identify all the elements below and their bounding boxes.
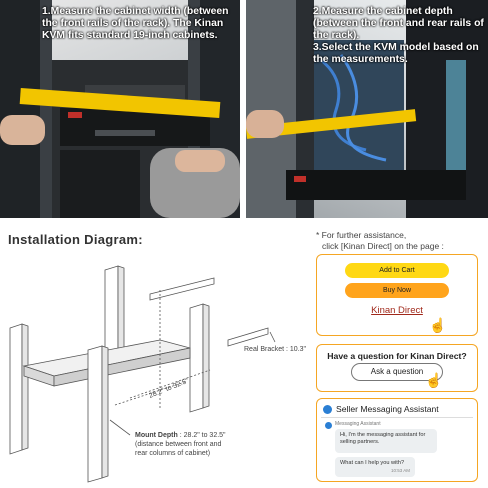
real-bracket-label: Real Bracket : 10.3" <box>244 346 307 353</box>
chat-header <box>323 404 439 414</box>
assistance-note <box>316 230 444 252</box>
installation-diagram-title: Installation Diagram: <box>8 232 143 247</box>
rear-bracket-upper <box>150 278 214 300</box>
buy-box-card <box>316 254 478 336</box>
mount-depth-heading: Mount Depth <box>135 432 178 439</box>
measure-width-photo <box>0 0 240 218</box>
real-bracket <box>228 328 268 346</box>
mount-depth-note-2: rear columns of cabinet) <box>135 450 211 457</box>
depth-dimension-label: 28.2" to 32.5" <box>148 377 190 400</box>
chat-divider <box>321 417 473 418</box>
assistant-avatar-icon <box>323 405 332 414</box>
measure-width-caption: 1.Measure the cabinet width (between the front rails of the rack). The Kinan KVM fits standard 19-inch cabinets. <box>42 6 229 41</box>
rack-column-front-right <box>88 346 102 482</box>
buy-now-button[interactable]: Buy Now <box>345 283 449 298</box>
question-title: Have a question for Kinan Direct? <box>327 351 467 361</box>
assistant-avatar-icon <box>325 422 332 429</box>
mount-depth-label <box>135 432 226 439</box>
ask-question-button[interactable]: Ask a question <box>351 363 443 381</box>
kinan-direct-link[interactable]: Kinan Direct <box>371 305 423 316</box>
mount-depth-value: : 28.2" to 32.5" <box>177 432 226 439</box>
chat-message <box>335 457 415 477</box>
rack-column-rear-right <box>190 304 203 412</box>
add-to-cart-button[interactable]: Add to Cart <box>345 263 449 278</box>
measure-depth-photo <box>246 0 488 218</box>
chat-message: Hi, I'm the messaging assistant for selling partners. <box>335 429 437 453</box>
rack-column-front-left <box>10 324 22 454</box>
assistance-note-line-2: click [Kinan Direct] on the page : <box>322 241 444 251</box>
pointer-hand-icon: ☝ <box>429 317 447 333</box>
chat-message-text: What can I help you with? <box>340 460 405 466</box>
pointer-hand-icon: ☝ <box>425 372 443 388</box>
chat-timestamp: 10:53 AM <box>390 468 410 473</box>
chat-sender-name: Messaging Assistant <box>335 421 381 427</box>
chat-header-title: Seller Messaging Assistant <box>336 404 439 414</box>
mount-depth-note-1: (distance between front and <box>135 441 222 448</box>
installation-diagram <box>0 250 310 488</box>
question-card <box>316 344 478 392</box>
messaging-assistant-card <box>316 398 478 482</box>
assistance-note-line-1: * For further assistance, <box>316 230 407 240</box>
measure-depth-caption: 2.Measure the cabinet depth (between the front and rear rails of the rack). 3.Select the KVM model based on the measurements. <box>313 6 484 65</box>
